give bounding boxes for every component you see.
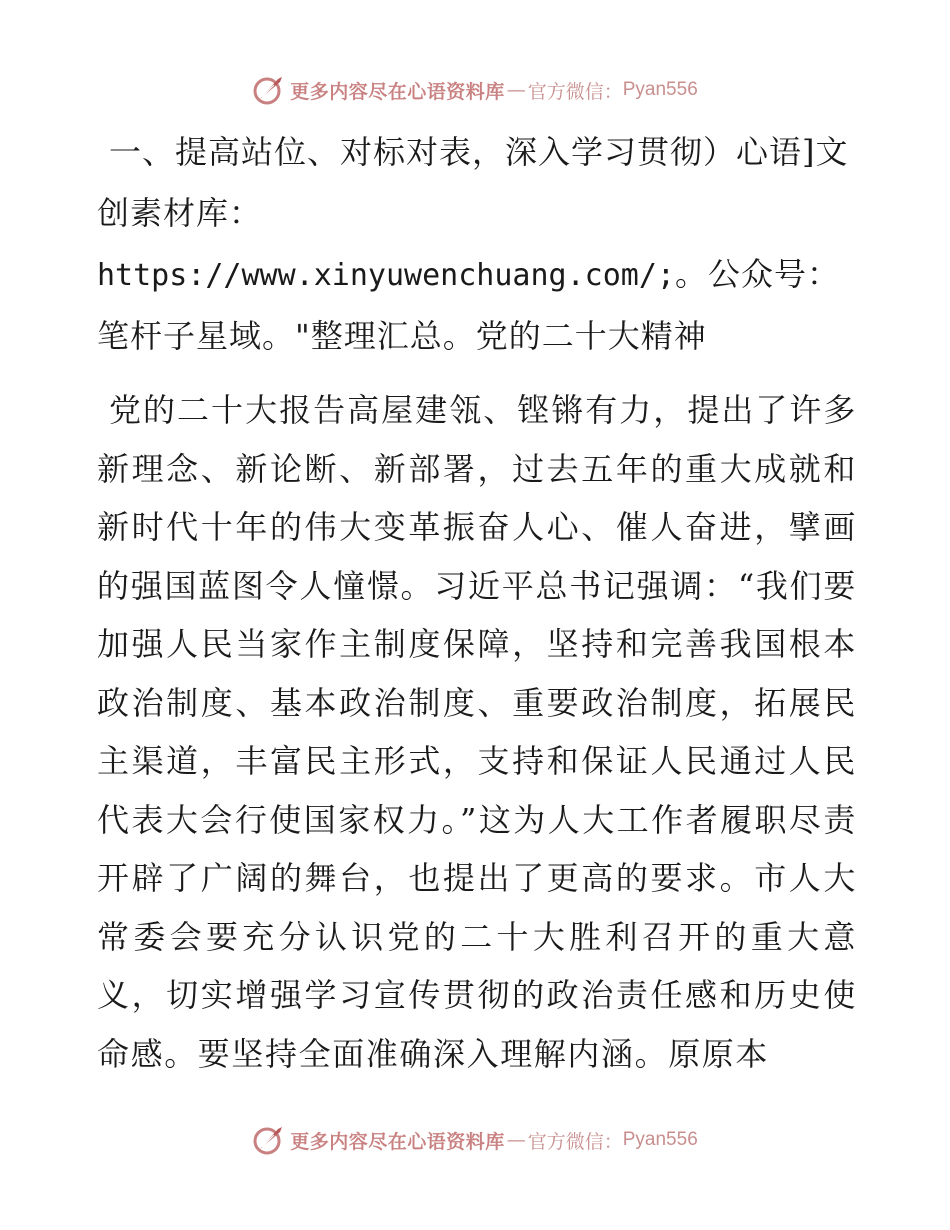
quill-pen-circle-icon (252, 1123, 286, 1157)
watermark-dash: — (506, 79, 526, 101)
document-body (97, 122, 857, 1083)
heading-text-a: 一、提高站位、对标对表，深入学习贯彻）心语]文创素材库： (97, 133, 849, 232)
heading-paragraph (97, 122, 857, 367)
quill-pen-circle-icon (252, 73, 286, 107)
watermark-official-text: 官方微信： (527, 80, 623, 103)
watermark-dash: — (506, 1129, 526, 1151)
watermark-wechat-id: Pyan556 (622, 79, 698, 100)
watermark-library-text: 更多内容尽在心语资料库 (290, 80, 505, 103)
watermark-official-text: 官方微信： (527, 1130, 623, 1153)
watermark-library-text: 更多内容尽在心语资料库 (290, 1130, 505, 1153)
heading-text-b: 。公众号：笔杆子星域。"整理汇总。党的二十大精神 (97, 255, 840, 355)
header-watermark (0, 70, 950, 110)
footer-watermark (0, 1120, 950, 1160)
heading-url: https://www.xinyuwenchuang.com/; (97, 258, 675, 293)
watermark-wechat-id: Pyan556 (622, 1129, 698, 1150)
body-paragraph: 党的二十大报告高屋建瓴、铿锵有力，提出了许多新理念、新论断、新部署，过去五年的重大成就和新时代十年的伟大变革振奋人心、催人奋进，擘画的强国蓝图令人憧憬。习近平总书记强调：“我们要加强人民当家作主制度保障，坚持和完善我国根本政治制度、基本政治制度、重要政治制度，拓展民主渠道，丰富民主形式，支持和保证人民通过人民代表大会行使国家权力。”这为人大工作者履职尽责开辟了广阔的舞台，也提出了更高的要求。市人大常委会要充分认识党的二十大胜利召开的重大意义，切实增强学习宣传贯彻的政治责任感和历史使命感。要坚持全面准确深入理解内涵。原原本 (97, 391, 857, 1073)
